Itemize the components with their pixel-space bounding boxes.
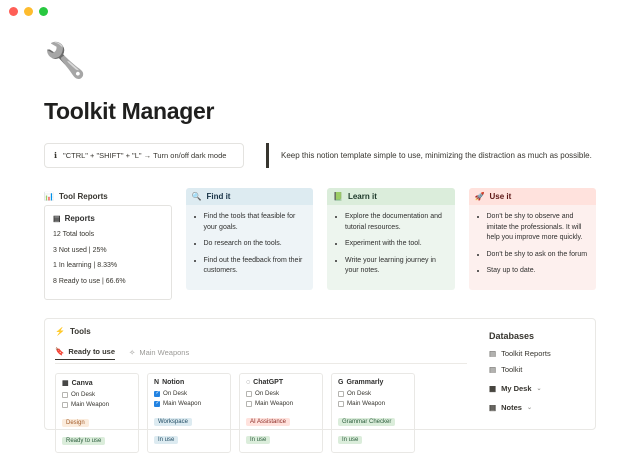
column-body-find-it xyxy=(186,205,314,290)
shortcut-callout-text: "CTRL" + "SHIFT" + "L" → Turn on/off dark mode xyxy=(63,151,227,160)
list-item[interactable] xyxy=(147,373,231,453)
checkbox-box xyxy=(62,392,68,398)
column-body-learn-it xyxy=(327,205,455,290)
checkbox-box xyxy=(62,402,68,408)
checkbox-main-weapon[interactable] xyxy=(246,400,316,407)
category-tag: AI Assistance xyxy=(246,418,290,426)
wrench-icon: 🔧 xyxy=(44,42,87,80)
status-badge: In use xyxy=(338,436,362,444)
chevron-down-icon[interactable]: ⌄ xyxy=(536,386,542,392)
card-title-label: Grammarly xyxy=(346,379,384,386)
report-line: 3 Not used | 25% xyxy=(53,246,107,254)
window-maximize-button[interactable] xyxy=(39,7,48,16)
checkbox-box xyxy=(338,391,344,397)
info-icon: ℹ xyxy=(54,151,58,160)
sidebar-item-label: My Desk xyxy=(501,384,532,393)
column-find-it xyxy=(186,188,314,300)
card-title-label: Notion xyxy=(162,379,185,386)
grammarly-icon: G xyxy=(338,379,344,386)
tools-heading xyxy=(55,327,467,336)
list-item[interactable] xyxy=(331,373,415,453)
list-item: • Don't be shy to ask on the forum xyxy=(487,250,589,261)
column-label: Learn it xyxy=(347,192,377,201)
desk-icon: ▦ xyxy=(489,384,497,393)
sidebar-item-label: Notes xyxy=(501,403,522,412)
checkbox-label: Main Weapon xyxy=(163,400,202,407)
header-quote: Keep this notion template simple to use, minimizing the distraction as much as possible. xyxy=(266,143,592,168)
sidebar-item-notes[interactable] xyxy=(489,403,585,412)
report-line: 8 Ready to use | 66.6% xyxy=(53,277,126,285)
list-item[interactable] xyxy=(239,373,323,453)
header-row xyxy=(44,143,596,168)
bolt-icon: ⚡ xyxy=(55,327,65,336)
tools-section xyxy=(44,318,596,444)
list-item: • Find the tools that feasible for your goals. xyxy=(204,212,306,233)
category-tag: Grammar Checker xyxy=(338,418,395,426)
tab-ready-to-use[interactable] xyxy=(55,347,115,360)
card-title xyxy=(154,379,224,386)
chart-icon: 📊 xyxy=(44,192,54,201)
checkbox-main-weapon[interactable] xyxy=(154,400,224,407)
tools-heading-label: Tools xyxy=(69,327,91,336)
checkbox-label: On Desk xyxy=(71,391,96,398)
column-label: Tool Reports xyxy=(58,192,108,201)
checkbox-box xyxy=(246,401,252,407)
sidebar-item-my-desk[interactable] xyxy=(489,384,585,393)
database-icon: ▤ xyxy=(489,349,497,358)
card-title xyxy=(62,379,132,387)
checkbox-label: Main Weapon xyxy=(71,401,110,408)
list-item: • Do research on the tools. xyxy=(204,239,306,250)
column-header-use-it xyxy=(469,188,597,205)
column-body-use-it xyxy=(469,205,597,290)
databases-title: Databases xyxy=(489,331,535,341)
sidebar-item-toolkit-reports[interactable] xyxy=(489,349,585,358)
tools-tabs xyxy=(55,347,467,364)
status-badge: Ready to use xyxy=(62,437,105,445)
list-item: • Write your learning journey in your notes. xyxy=(345,256,447,277)
window-minimize-button[interactable] xyxy=(24,7,33,16)
checkbox-main-weapon[interactable] xyxy=(62,401,132,408)
category-tag: Design xyxy=(62,419,89,427)
reports-card-label: Reports xyxy=(64,214,95,223)
magnifier-icon: 🔍 xyxy=(191,192,202,201)
tab-label: Ready to use xyxy=(68,347,116,356)
column-tool-reports xyxy=(44,188,172,300)
sparkle-icon: ✧ xyxy=(129,347,136,357)
reports-card[interactable] xyxy=(44,205,172,300)
checkbox-label: Main Weapon xyxy=(347,400,386,407)
checkbox-main-weapon[interactable] xyxy=(338,400,408,407)
report-line: 1 In learning | 8.33% xyxy=(53,262,118,269)
card-title-label: Canva xyxy=(71,379,93,387)
window-close-button[interactable] xyxy=(9,7,18,16)
checkbox-on-desk[interactable] xyxy=(338,390,408,397)
checkbox-label: On Desk xyxy=(163,390,188,397)
column-header-learn-it xyxy=(327,188,455,205)
checkbox-on-desk[interactable] xyxy=(246,390,316,397)
column-use-it xyxy=(469,188,597,300)
category-tag: Workspace xyxy=(154,418,192,426)
checkbox-label: On Desk xyxy=(347,390,372,397)
card-title xyxy=(246,379,316,386)
note-icon: ▤ xyxy=(489,403,497,412)
column-header-find-it xyxy=(186,188,314,205)
sidebar-item-label: Toolkit Reports xyxy=(501,349,551,358)
tab-main-weapons[interactable] xyxy=(129,347,189,360)
list-item: • Experiment with the tool. xyxy=(345,239,447,250)
card-title xyxy=(338,379,408,386)
list-item: • Don't be shy to observe and imitate the professionals. It will help you improve more quickly. xyxy=(487,212,589,244)
list-item: • Explore the documentation and tutorial resources. xyxy=(345,212,447,233)
page-title: Toolkit Manager xyxy=(44,98,215,124)
checkbox-on-desk[interactable] xyxy=(62,391,132,398)
chevron-down-icon[interactable]: ⌄ xyxy=(526,405,532,411)
status-badge: In use xyxy=(246,436,270,444)
column-header-tool-reports xyxy=(44,188,172,205)
bookmark-icon: 🔖 xyxy=(55,347,65,356)
checkbox-box xyxy=(154,391,160,397)
checkbox-box xyxy=(246,391,252,397)
page-content xyxy=(0,42,640,444)
databases-panel xyxy=(477,319,595,429)
tool-cards xyxy=(55,373,467,453)
notion-icon: N xyxy=(154,379,160,386)
checkbox-box xyxy=(338,401,344,407)
status-badge: In use xyxy=(154,436,178,444)
overview-columns xyxy=(44,188,596,300)
checkbox-box xyxy=(154,401,160,407)
tools-main xyxy=(45,319,477,444)
card-title-label: ChatGPT xyxy=(253,379,284,386)
rocket-icon: 🚀 xyxy=(474,192,485,201)
checkbox-on-desk[interactable] xyxy=(154,390,224,397)
checkbox-label: On Desk xyxy=(255,390,280,397)
reports-card-title xyxy=(53,213,163,225)
checkbox-label: Main Weapon xyxy=(255,400,294,407)
column-label: Use it xyxy=(489,192,512,201)
list-item: • Find out the feedback from their customers. xyxy=(204,256,306,277)
canva-icon: ▦ xyxy=(62,380,69,387)
database-icon: ▤ xyxy=(489,365,497,374)
database-icon: ▤ xyxy=(53,214,61,223)
sidebar-item-label: Toolkit xyxy=(501,365,523,374)
tab-label: Main Weapons xyxy=(139,347,190,357)
list-item: • Stay up to date. xyxy=(487,266,589,277)
sidebar-item-toolkit[interactable] xyxy=(489,365,585,374)
list-item[interactable] xyxy=(55,373,139,453)
column-label: Find it xyxy=(206,192,231,201)
book-icon: 📗 xyxy=(333,192,343,201)
chatgpt-icon: ◌ xyxy=(246,379,251,386)
shortcut-callout xyxy=(44,143,244,168)
column-learn-it xyxy=(327,188,455,300)
report-line: 12 Total tools xyxy=(53,231,95,238)
window-titlebar xyxy=(0,0,640,22)
